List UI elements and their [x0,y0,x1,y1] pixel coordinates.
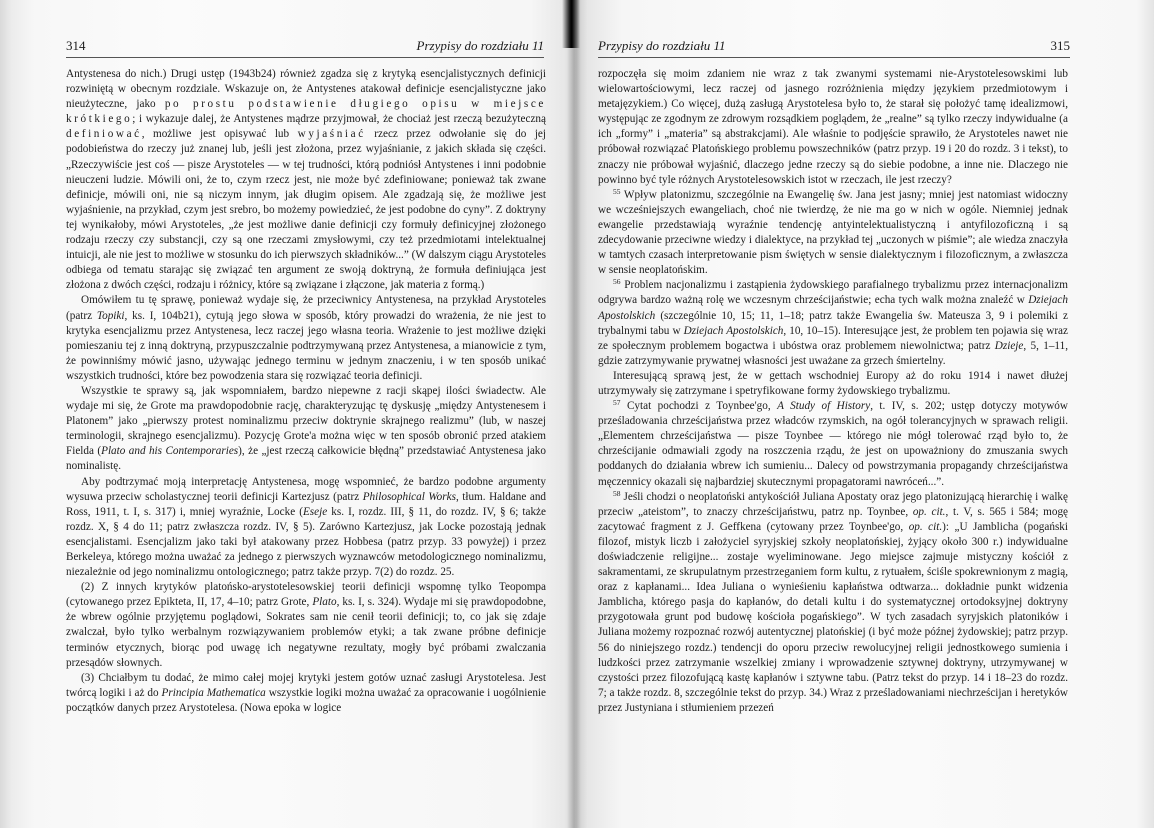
footnote-number: 56 [613,277,621,287]
paragraph [598,67,1068,188]
right-page [576,0,1154,828]
paragraph [66,580,546,671]
paragraph-text: (2) Z innych krytyków platońsko-arystotelesowskiej teorii definicji wspomnę tylko Teopompa (cytowanego przez Epikteta, II, 17, 4–10; patrz Grote, [66,581,546,609]
left-page [0,0,576,828]
paragraph-text: (szczególnie 10, 15; 11, 1–18; patrz także Ewangelia św. Mateusza 3, 9 i polemiki z trybalnymi tabu w [598,309,1068,337]
paragraph-text: Wszystkie te sprawy są, jak wspomniałem, bardzo niepewne z racji skąpej ilości świadectw. Ale wydaje mi się, że Grote ma prawdopodobnie rację, charakteryzując tę dyskusję „między Antystenesem i Platonem” jako „pierwszy protest nominalizmu przeciw doktrynie skrajnego realizmu” (lub, w naszej terminologii, skrajnego esencjalizmu). Pozycję Grote'a można więc w ten sposób obronić przed atakiem Fielda ( [66,384,546,458]
italic-title: Plato [312,596,337,609]
paragraph-text: , 10, 10–15). Interesujące jest, że problem ten pojawia się wraz ze społecznym problemem bogactwa i ubóstwa oraz problemem niewolnictwa; patrz [598,324,1068,352]
footnote-number: 57 [613,398,621,408]
italic-title: Plato and his Contemporaries [101,445,239,458]
paragraph-text: rozpoczęła się moim zdaniem nie wraz z tak zwanymi systemami nie-Arystotelesowskimi lub wielowartościowymi, lecz raczej od jasnego rozróżnienia między językiem przedmiotowym i metajęzykiem.) Co więcej, dużą zasługą Arystotelesa było to, że starał się położyć tamę idealizmowi, występując ze zgodnym ze zdrowym rozsądkiem poglądem, że „realne” są tylko rzeczy indywidualne (a ich „formy” i „materia” są abstrakcjami). Ale właśnie to podjęście sprawiło, że Arystoteles nawet nie próbował rozwiązać Platońskiego problemu powszechników (patrz przyp. 19 i 20 do rozdz. 3 i tekst), to znaczy nie próbował wyjaśnić, dlaczego jedne rzeczy są do siebie podobne, a inne nie. Dlaczego nie powinno być tyle różnych Arystotelesowskich istot w rzeczach, ile jest rzeczy? [598,68,1068,186]
paragraph [66,475,546,581]
footnote-number: 55 [613,186,621,196]
page-body [66,67,546,716]
paragraph-text: , ks. I, s. 324). Wydaje mi się prawdopodobne, że wbrew ogólnie przyjętemu poglądowi, Sokrates sam nie cenił teorii definicji; to, co jak się zdaje zwalczał, było tylko werbalnym rozwiązywaniem problemów etyki; a tak zwane próbne definicje terminów etycznych, biorąc pod uwagę ich negatywne rezultaty, mogły być próbami zwalczania przesądów słownych. [66,596,546,669]
italic-title: Topiki [96,309,125,322]
page-number: 315 [1050,38,1070,53]
paragraph-text: ks. I, rozdz. III, § 11, do rozdz. IV, § 6; także rozdz. X, § 4 do 11; patrz zwłaszcza rozdz. IV, § 5). Zarówno Kartezjusz, jak Locke pozostają jednak esencjalistami. Esencjalizm jako taki był atakowany przez Hobbesa (patrz przyp. 33 powyżej) i przez Berkeleya, którego można uważać za jednego z pierwszych wyznawców metodologicznego nominalizmu, niezależnie od jego nominalizmu ontologicznego; patrz także przyp. 7(2) do rozdz. 25. [66,505,546,579]
paragraph-text: , t. IV, s. 202; ustęp dotyczy motywów prześladowania chrześcijaństwa przez władców rzymskich, na ogół tolerancyjnych w sprawach religii. „Elementem chrześcijaństwa — pisze Toynbee — którego nie mógł tolerować rząd było to, że chrześcijanie odmawiali zgody na roszczenia rządu, że jest on upoważniony do zmuszania swych poddanych do działania wbrew ich sumieniu... Dalecy od powstrzymania propagandy chrześcijaństwa męczennicy okazali się najbardziej skutecznymi propagatorami nawróceń...”. [598,400,1068,488]
paragraph [598,278,1068,369]
italic-title: Dzieje [994,339,1024,352]
paragraph-text: Interesującą sprawą jest, że w gettach wschodniej Europy aż do roku 1914 i nawet dłużej utrzymywały się zatrzymane i spetryfikowane formy żydowskiego trybalizmu. [598,369,1068,397]
paragraph [598,369,1068,399]
book-gutter-shadow [567,0,581,828]
paragraph-text: (3) Chciałbym tu dodać, że mimo całej mojej krytyki jestem gotów uznać zasługi Arystotelesa. Jest twórcą logiki i aż do [66,671,546,699]
header-rule [66,57,544,58]
italic-title: op. cit. [912,505,946,518]
paragraph-text: Omówiłem tu tę sprawę, ponieważ wydaje się, że przeciwnicy Antystenesa, na przykład Arystoteles (patrz [66,294,546,322]
paragraph-text: ): „U Jamblicha (pogański filozof, mistyk liczb i założyciel syryjskiej szkoły neoplatońskiej, żyjący około 300 r.) indywidualne doświadczenie religijne... zostaje wyeliminowane. Jego miejsce zajmuje mistyczny kościół z sakramentami, ze skrupulatnym przestrzeganiem form kultu, z rytuałem, ściśle spokrewnionym z magią, oraz z kapłanami... Idea Juliana o wynieśieniu kapłaństwa odtwarza... dokładnie punkt widzenia Jamblicha, którego pasja do kapłanów, do detali kultu i do systematycznej ortodoksyjnej doktryny przygotowała grunt pod budowę kościoła pogańskiego”. W tych zasadach syryjskich platoników i Juliana możemy rozpoznać rozwój autentycznej platońskiej (i być może późnej żydowskiej; patrz przyp. 56 do niniejszego rozdz.) tendencji do oporu przeciw rewolucyjnej religii jednostkowego sumienia i ludzkości przez zatrzymanie wszelkiej zmiany i wprowadzenie sztywnej doktryny, utrzymywanej w czystości przez filozofującą kastę kapłanów i sztywne tabu. (Patrz tekst do przyp. 14 i 18–23 do rozdz. 7; a także rozdz. 8, szczególnie tekst do przyp. 34.) Wraz z prześladowaniami niechrześcijan i heretyków przez Justyniana i stłumieniem przezeń [598,520,1069,714]
page-number: 314 [66,38,86,53]
page-body [598,67,1068,716]
paragraph [66,671,546,716]
italic-title: Dziejach Apostolskich [683,324,784,337]
paragraph-text: , tłum. Haldane and Ross, 1911, t. I, s. 317) i, mniej wyraźnie, Locke ( [66,490,547,518]
paragraph-text: ; i wykazuje dalej, że Antystenes mądrze przyjmował, że chociaż jest rzeczą bezużyteczną [132,113,546,126]
italic-title: Principia Mathematica [161,686,266,699]
italic-title: Dziejach Apostolskich [598,294,1068,322]
italic-title: Philosophical Works [362,490,456,503]
paragraph [598,399,1068,490]
emphasis-spaced-text: definiować [66,128,142,141]
paragraph [66,67,546,293]
paragraph [66,293,546,384]
paragraph-text: Jeśli chodzi o neoplatoński antykościół Juliana Apostaty oraz jego platonizującą hierarchię i walkę przeciw „ateistom”, to znaczy chrześcijaństwu, patrz np. Toynbee, [598,490,1068,518]
paragraph-text: wszystkie logiki można uważać za opracowanie i uogólnienie początków danych przez Arystotelesa. (Nowa epoka w logice [66,686,546,714]
running-head: Przypisy do rozdziału 11 [598,38,726,53]
paragraph-text: Problem nacjonalizmu i zastąpienia żydowskiego parafialnego trybalizmu przez internacjonalizm odgrywa bardzo ważną rolę we wczesnym chrześcijaństwie; echa tych walk można znaleźć w [598,279,1068,307]
italic-title: A Study of History [777,400,871,413]
paragraph-text: , ks. I, 104b21), cytują jego słowa w sposób, który prowadzi do wrażenia, że nie jest to krytyka esencjalizmu przez Antystenesa, lecz raczej jego własna teoria. Wrażenie to jest możliwe dzięki pomieszaniu tej z inną doktryną, przypuszczalnie podtrzymywaną przez Antystenesa, a mianowicie z tym, że powinniśmy mówić jasno, używając jednego terminu w jednym znaczeniu, i w ten sposób unikać wszystkich trudności, które bez powodzenia stara się rozwiązać teoria definicji. [66,309,546,382]
paragraph [598,188,1068,279]
paragraph-text: Cytat pochodzi z Toynbee'go, [620,400,778,413]
paragraph-text: ), że „jest rzeczą całkowicie błędną” przedstawiać Antystenesa jako nominalistę. [66,445,546,473]
italic-title: Eseje [302,505,328,518]
book-gutter [562,0,580,48]
paragraph-text: Antystenesa do nich.) Drugi ustęp (1943b24) również zgadza się z krytyką esencjalistycznych definicji rozwiniętą w obecnym rozdziale. Wskazuje on, że Antystenes atakował definicje esencjalistyczne jako nieużyteczne, jako [66,68,546,111]
paragraph [66,384,546,475]
paragraph-text: Wpływ platonizmu, szczególnie na Ewangelię św. Jana jest jasny; mniej jest natomiast widoczny we wcześniejszych ewangeliach, choć nie twierdzę, że nie ma go w nich w ogóle. Niemniej jednak ewangelie przedstawiają wyraźnie tendencję antyintelektualistyczną i antyfilozoficzną i są zdecydowanie przeciwne wiedzy i dialektyce, na przykład tej „uczonych w piśmie”; ale wiedza znaczyła w tamtych czasach interpretowanie pism świętych w sensie dialektycznym i filozoficznym, a zwłaszcza w sensie neoplatońskim. [598,188,1068,277]
header-rule [598,57,1070,58]
paragraph [598,490,1068,716]
paragraph-text: Aby podtrzymać moją interpretację Antystenesa, mogę wspomnieć, że bardzo podobne argumenty wysuwa przeciw scholastycznej teorii definicji Kartezjusz (patrz [66,475,546,503]
paragraph-text: rzecz przez odwołanie się do jej podobieństwa do rzeczy już znanej lub, jeśli jest złożona, przez wyjaśnianie, z jakich składa się części. „Rzeczywiście jest coś — pisze Arystoteles — w tej trudności, którą podniósł Antystenes i inni podobnie nieuczeni ludzie. Mówili oni, że to, czym rzecz jest, nie może być zdefiniowane; ponieważ tak zwane definicje, mówili oni, nie są niczym innym, jak długim opisem. Ale zgadzają się, że możliwe jest wyjaśnienie, na przykład, czym jest srebro, bo możemy powiedzieć, że jest podobne do cyny”. Z doktryny tej wynikałoby, mówi Arystoteles, „że jest możliwe danie definicji czy formuły definicyjnej złożonego rodzaju rzeczy czy substancji, czy są one rzeczami zmysłowymi, czy też przedmiotami intelektualnej intuicji, ale nie jest to możliwe w stosunku do ich pierwszych składników...” (W dalszym ciągu Arystoteles odbiega od tematu starając się związać ten argument ze swoją doktryną, że formuła definiująca jest złożona z dwóch części, rodzaju i różnicy, które są związane i złączone, jak materia z formą.) [66,128,547,292]
footnote-number: 58 [613,488,621,498]
emphasis-spaced-text: wyjaśniać [297,128,366,141]
paragraph-text: , możliwe jest opisywać lub [141,128,298,141]
italic-title: op. cit. [908,520,943,533]
paragraph-text: , t. V, s. 565 i 584; mogę zacytować fragment z J. Geffkena (cytowany przez Toynbee'go, [598,505,1069,533]
paragraph-text: , 5, 1–11, gdzie zatrzymywanie prywatnej własności jest uważane za grzech śmiertelny. [598,339,1068,367]
running-head: Przypisy do rozdziału 11 [416,38,544,53]
emphasis-spaced-text: po prostu podstawienie długiego opisu w miejsce krótkiego [66,98,546,126]
